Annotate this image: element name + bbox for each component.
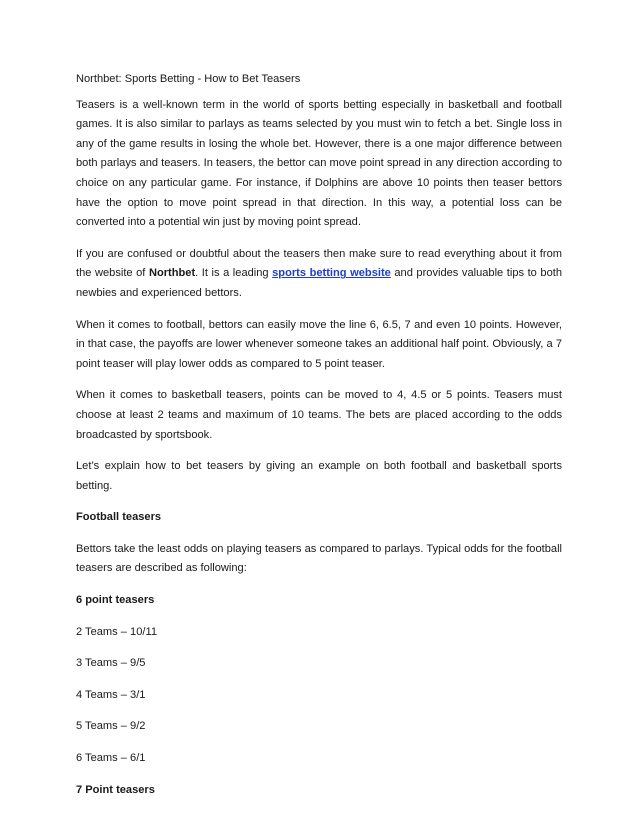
odds-line: 3 Teams – 9/5 — [76, 657, 146, 670]
odds-line: 2 Teams – 10/11 — [76, 625, 157, 638]
northbet-paragraph — [76, 245, 562, 304]
football-teasers-heading: Football teasers — [76, 511, 162, 524]
odds-line: 4 Teams – 3/1 — [76, 688, 146, 701]
seven-point-teasers-heading: 7 Point teasers — [76, 783, 155, 796]
football-odds-paragraph: Bettors take the least odds on playing teasers as compared to parlays. Typical odds for the football teasers are described as following: — [76, 542, 562, 575]
brand-name: Northbet — [148, 267, 196, 280]
northbet-paragraph-text-3: and provides valuable tips to both newbies and experienced bettors. — [76, 267, 562, 299]
document-title: Northbet: Sports Betting - How to Bet Teasers — [76, 73, 301, 85]
explain-paragraph: Let’s explain how to bet teasers by giving an example on both football and basketball sports betting. — [76, 460, 562, 492]
northbet-paragraph-text-1: If you are confused or doubtful about the teasers then make sure to read everything about it from the website of — [76, 247, 562, 280]
northbet-paragraph-text-2: . It is a leading — [195, 267, 273, 280]
six-point-teasers-heading: 6 point teasers — [76, 594, 155, 607]
intro-paragraph: Teasers is a well-known term in the world of sports betting especially in basketball and football games. It is also similar to parlays as teams selected by you must win to fetch a bet. Single loss in any of the game results in losing the whole bet. However, there is a one major difference between both parlays and teasers. In teasers, the bettor can move point spread in any direction according to choice on any particular game. For instance, if Dolphins are above 10 points then teaser bettors have the option to move point spread in that direction. In this way, a potential loss can be converted into a potential win just by moving point spread. — [76, 98, 562, 229]
document-page — [76, 70, 562, 812]
odds-line: 5 Teams – 9/2 — [76, 720, 146, 733]
football-paragraph: When it comes to football, bettors can easily move the line 6, 6.5, 7 and even 10 points. However, in that case, the payoffs are lower whenever someone takes an additional half point. Obviously, a 7 point teaser will play lower odds as compared to 5 point teaser. — [76, 318, 562, 370]
sports-betting-website-link[interactable]: sports betting website — [272, 267, 391, 280]
basketball-paragraph: When it comes to basketball teasers, points can be moved to 4, 4.5 or 5 points. Teasers must choose at least 2 teams and maximum of 10 teams. The bets are placed according to the odds broadcasted by sportsbook. — [76, 389, 562, 441]
odds-line: 6 Teams – 6/1 — [76, 752, 146, 765]
